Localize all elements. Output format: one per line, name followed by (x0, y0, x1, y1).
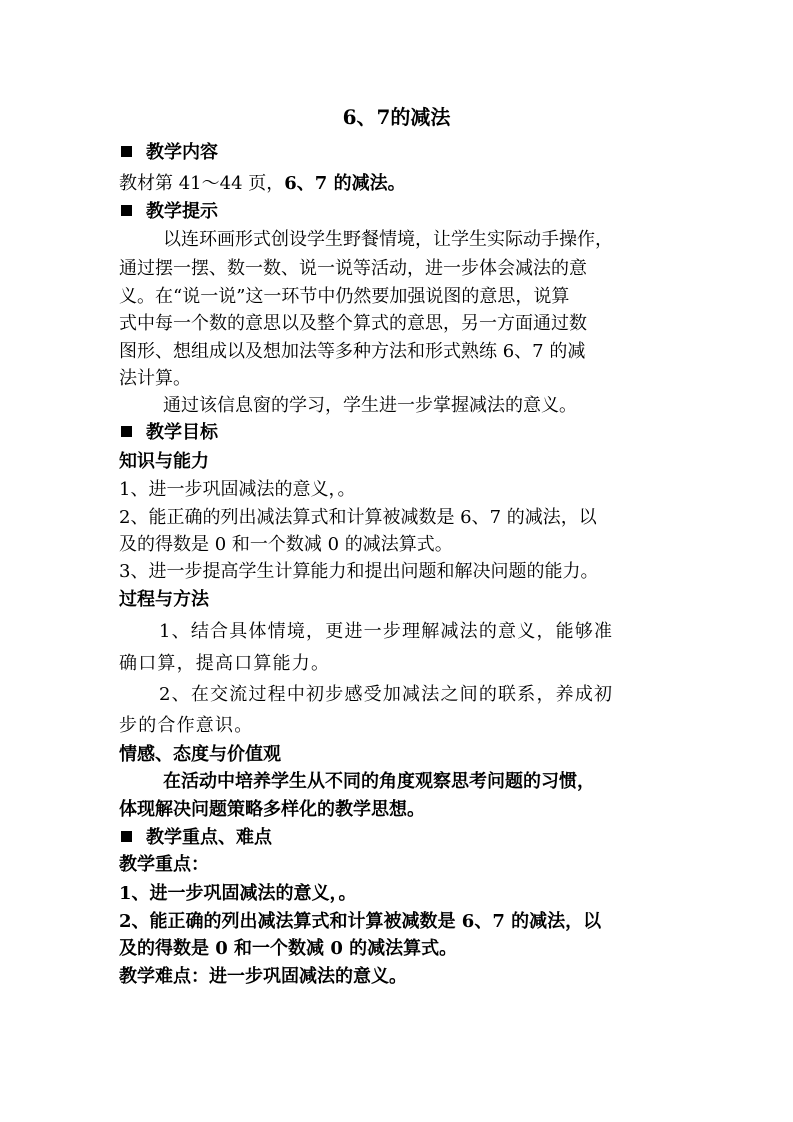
hint-line: 以连环画形式创设学生野餐情境，让学生实际动手操作， (163, 229, 613, 250)
section-heading-goal: 教学目标 (119, 421, 218, 445)
process-line: 1、结合具体情境，更进一步理解减法的意义，能够准 (159, 621, 614, 642)
knowledge-line: 2、能正确的列出减法算式和计算被减数是 6、7 的减法，以 (119, 507, 597, 528)
subheading-process: 过程与方法 (119, 589, 209, 610)
key-line: 教学重点： (119, 854, 209, 875)
section-heading-hint: 教学提示 (119, 200, 218, 224)
emotion-line: 在活动中培养学生从不同的角度观察思考问题的习惯， (163, 771, 595, 792)
knowledge-line: 3、进一步提高学生计算能力和提出问题和解决问题的能力。 (119, 561, 599, 582)
hint-line: 式中每一个数的意思以及整个算式的意思，另一方面通过数 (119, 313, 587, 334)
page-title: 6、7的减法 (342, 105, 451, 129)
hint-line: 通过摆一摆、数一数、说一说等活动，进一步体会减法的意 (119, 258, 587, 279)
hint-line: 义。在“说一说”这一环节中仍然要加强说图的意思，说算 (119, 286, 570, 307)
process-line: 2、在交流过程中初步感受加减法之间的联系，养成初 (159, 684, 614, 705)
hint-line: 通过该信息窗的学习，学生进一步掌握减法的意义。 (163, 395, 577, 416)
process-line: 步的合作意识。 (119, 715, 254, 736)
hint-line: 图形、想组成以及想加法等多种方法和形式熟练 6、7 的减 (119, 341, 586, 362)
emotion-line: 体现解决问题策略多样化的教学思想。 (119, 799, 425, 820)
hint-line: 法计算。 (119, 368, 191, 389)
key-line: 教学难点：进一步巩固减法的意义。 (119, 966, 407, 987)
key-line: 1、进一步巩固减法的意义，。 (119, 883, 357, 904)
key-line: 及的得数是 0 和一个数减 0 的减法算式。 (119, 938, 458, 959)
content-text: 教材第 41～44 页，6、7 的减法。 (119, 173, 406, 194)
subheading-knowledge: 知识与能力 (119, 451, 209, 472)
square-bullet-icon (121, 146, 132, 157)
square-bullet-icon (121, 205, 132, 216)
knowledge-line: 及的得数是 0 和一个数减 0 的减法算式。 (119, 534, 453, 555)
section-heading-key: 教学重点、难点 (119, 826, 272, 850)
subheading-emotion: 情感、态度与价值观 (119, 744, 281, 765)
process-line: 确口算，提高口算能力。 (119, 653, 331, 674)
key-line: 2、能正确的列出减法算式和计算被减数是 6、7 的减法，以 (119, 911, 602, 932)
square-bullet-icon (121, 426, 132, 437)
square-bullet-icon (121, 831, 132, 842)
knowledge-line: 1、进一步巩固减法的意义，。 (119, 479, 356, 500)
section-heading-content: 教学内容 (119, 141, 218, 165)
